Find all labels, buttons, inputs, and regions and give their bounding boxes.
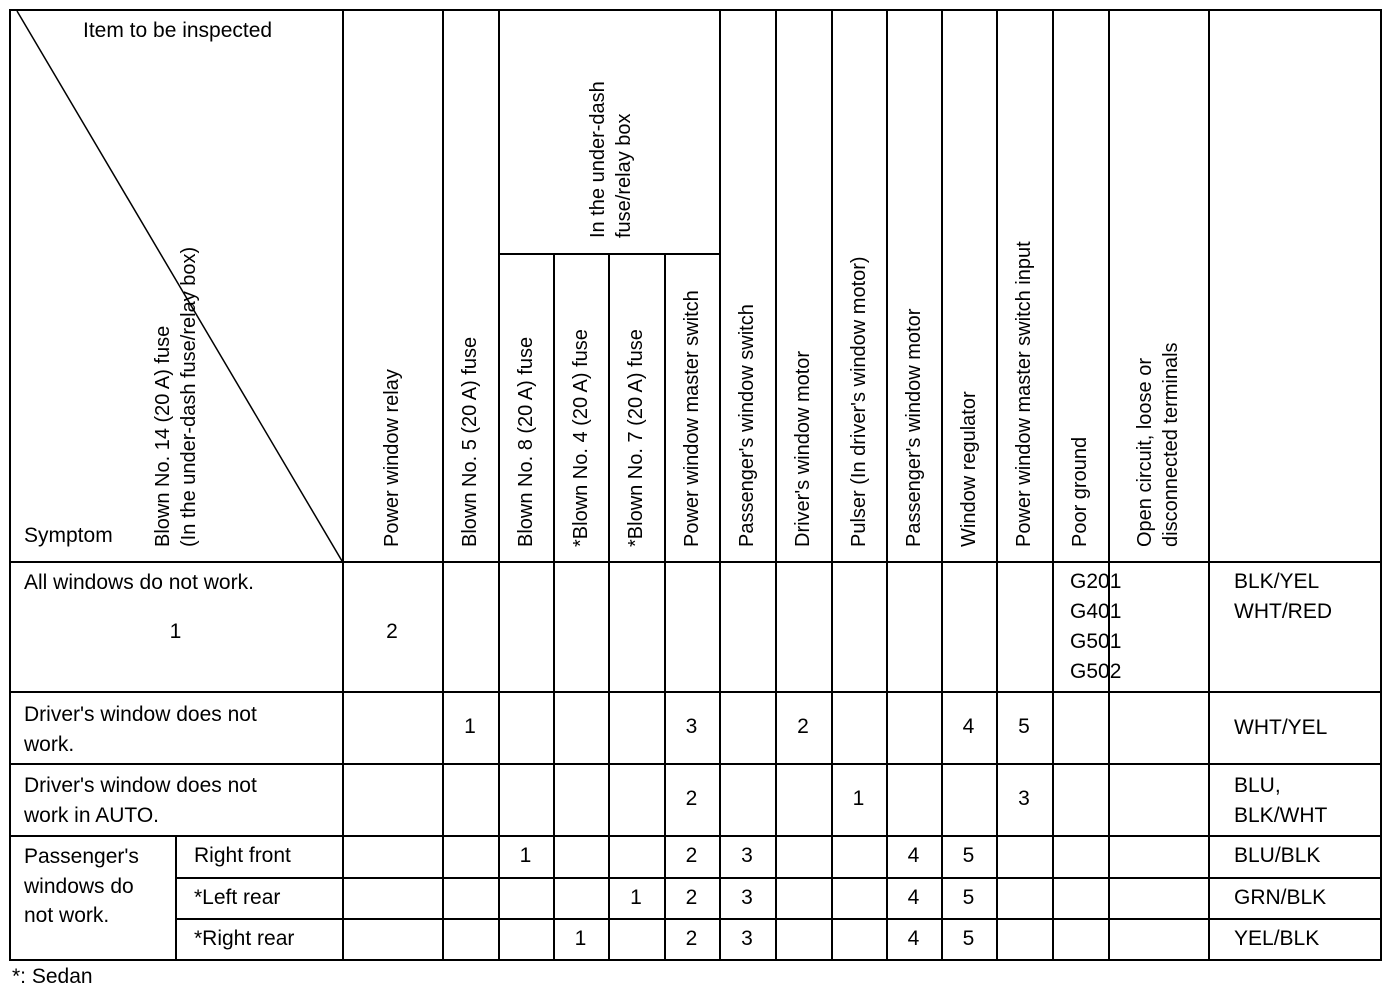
cell-value: 4 xyxy=(907,844,920,867)
symptom-1-line1: Driver's window does not xyxy=(24,703,257,726)
symptom-2-line2: work in AUTO. xyxy=(24,804,159,827)
column-header-6: Power window master switch xyxy=(680,290,703,547)
column-header-11: Window regulator xyxy=(957,391,980,547)
cell-value: 2 xyxy=(797,715,809,738)
column-divider xyxy=(1208,9,1210,959)
column-header-1: Power window relay xyxy=(381,369,403,547)
cell-value: 4 xyxy=(907,926,920,950)
cell-value: 2 xyxy=(685,844,698,867)
item-inspected-label: Item to be inspected xyxy=(83,19,273,42)
cell-value: 2 xyxy=(685,926,698,950)
cell-value: 1 xyxy=(574,926,587,950)
cell-value: 2 xyxy=(685,787,698,810)
cell-value: 1 xyxy=(630,885,642,909)
sub-column-divider xyxy=(175,835,177,959)
column-divider xyxy=(775,9,777,959)
sub-symptom-4: *Left rear xyxy=(194,886,281,909)
terminal-codes: YEL/BLK xyxy=(1234,927,1320,950)
column-divider xyxy=(719,9,721,959)
cell-value: 5 xyxy=(1018,715,1030,738)
column-header-7: Passenger's window switch xyxy=(736,304,758,547)
column-header-5: *Blown No. 7 (20 A) fuse xyxy=(625,329,647,547)
cell-value: 5 xyxy=(962,926,975,950)
cell-value: 3 xyxy=(741,926,753,950)
row-divider xyxy=(175,918,1380,920)
column-divider xyxy=(664,253,666,959)
cell-value: 3 xyxy=(741,885,753,909)
cell-value: 3 xyxy=(1018,787,1030,810)
column-divider xyxy=(941,9,943,959)
cell-value: 5 xyxy=(962,885,975,909)
terminal-codes: BLU, BLK/WHT xyxy=(1234,774,1328,827)
cell-value: 3 xyxy=(685,715,698,738)
table-border-bottom xyxy=(9,959,1380,961)
ground-codes: G201 G401 G501 G502 xyxy=(1070,570,1122,683)
column-divider xyxy=(886,9,888,959)
cell-value: 1 xyxy=(852,787,865,810)
sub-symptom-5: *Right rear xyxy=(194,927,295,950)
passenger-group-line2: windows do xyxy=(24,875,134,898)
cell-value: 3 xyxy=(741,844,753,867)
row-divider xyxy=(9,691,1380,693)
cell-value: 1 xyxy=(464,715,476,738)
cell-value: 1 xyxy=(519,844,532,867)
column-divider xyxy=(608,253,610,959)
column-header-13: Poor ground xyxy=(1069,436,1091,547)
column-header-3: Blown No. 8 (20 A) fuse xyxy=(514,336,537,547)
column-header-0-line2: (In the under-dash fuse/relay box) xyxy=(177,246,200,547)
group-label-line1: In the under-dash xyxy=(587,81,609,238)
column-divider xyxy=(996,9,998,959)
group-label-line2: fuse/relay box xyxy=(613,113,635,238)
symptom-2-line1: Driver's window does not xyxy=(24,774,257,797)
column-divider xyxy=(342,9,344,959)
symptom-label: Symptom xyxy=(24,524,113,547)
cell-value: 2 xyxy=(685,885,698,909)
column-header-10: Passenger's window motor xyxy=(902,308,925,547)
column-divider xyxy=(1108,9,1110,959)
column-header-4: *Blown No. 4 (20 A) fuse xyxy=(569,329,592,547)
passenger-group-line3: not work. xyxy=(24,904,110,927)
column-header-9: Pulser (In driver's window motor) xyxy=(847,256,870,547)
header-divider xyxy=(9,561,1380,563)
terminal-codes: GRN/BLK xyxy=(1234,886,1327,909)
column-divider xyxy=(442,9,444,959)
column-header-14-line1: Open circuit, loose or xyxy=(1134,358,1156,547)
row-divider xyxy=(9,763,1380,765)
passenger-group-line1: Passenger's xyxy=(24,845,139,868)
column-header-12: Power window master switch input xyxy=(1013,241,1035,547)
terminal-codes: BLK/YEL WHT/RED xyxy=(1234,570,1332,623)
column-header-8: Driver's window motor xyxy=(792,350,814,547)
column-header-0-line1: Blown No. 14 (20 A) fuse xyxy=(151,325,174,547)
terminal-codes: BLU/BLK xyxy=(1234,844,1321,867)
row-divider xyxy=(175,877,1380,879)
column-divider xyxy=(831,9,833,959)
cell-value: 5 xyxy=(962,844,975,867)
column-header-2: Blown No. 5 (20 A) fuse xyxy=(459,336,481,547)
sub-symptom-3: Right front xyxy=(194,844,291,867)
table-border-right xyxy=(1380,9,1382,961)
column-divider xyxy=(1052,9,1054,959)
cell-value: 1 xyxy=(169,620,182,643)
column-header-14-line2: disconnected terminals xyxy=(1160,342,1182,547)
row-divider xyxy=(9,835,1380,837)
cell-value: 4 xyxy=(962,715,975,738)
symptom-1-line2: work. xyxy=(24,733,75,756)
column-divider xyxy=(553,253,555,959)
symptom-0-line1: All windows do not work. xyxy=(24,571,254,594)
cell-value: 4 xyxy=(907,885,920,909)
footnote: *: Sedan xyxy=(12,965,93,988)
column-divider xyxy=(498,9,500,959)
cell-value: 2 xyxy=(386,620,398,643)
terminal-codes: WHT/YEL xyxy=(1234,716,1328,739)
